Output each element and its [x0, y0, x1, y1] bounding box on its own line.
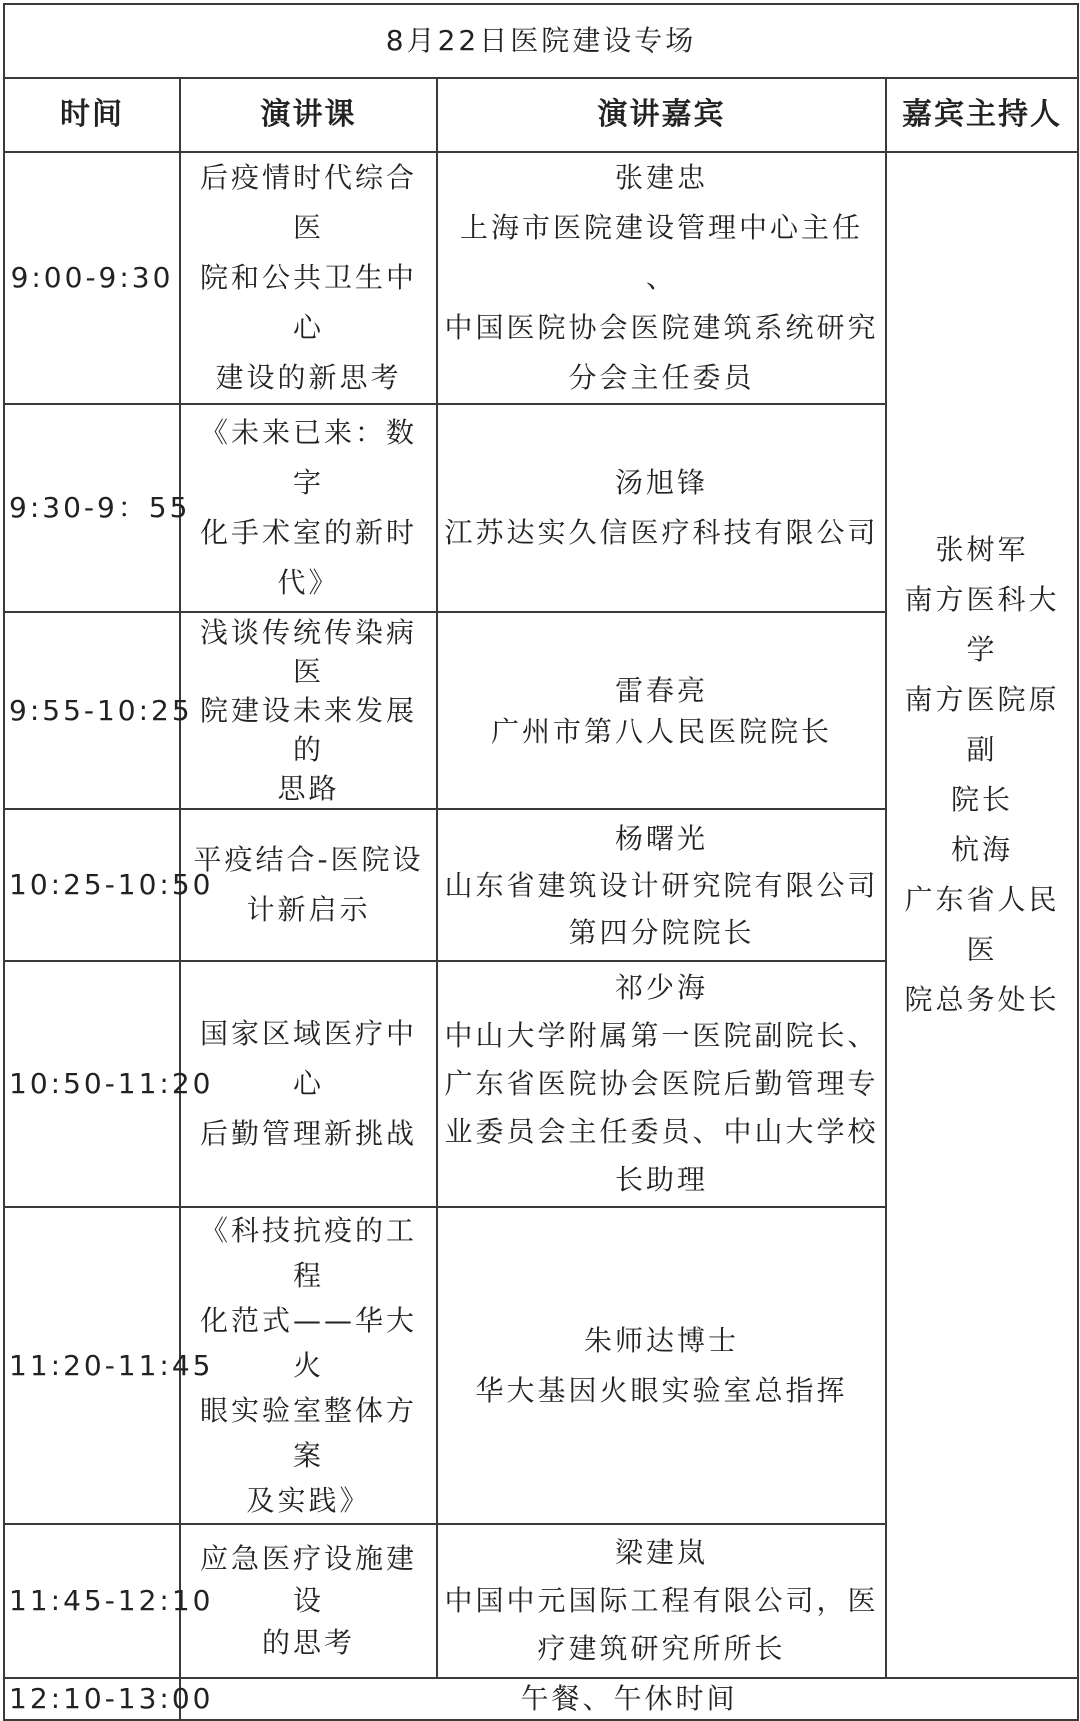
speaker-name: 张建忠 [614, 161, 708, 194]
host-title: 广东省人民医 [904, 883, 1060, 966]
talk-cell [180, 612, 437, 809]
time-cell: 10:50-11:20 [4, 961, 180, 1207]
talk-cell [180, 961, 437, 1207]
talk-cell [180, 809, 437, 961]
header-talk: 演讲课 [180, 78, 437, 152]
speaker-cell [437, 1207, 886, 1524]
header-speaker: 演讲嘉宾 [437, 78, 886, 152]
talk-line: 《未来已来：数字 [199, 416, 417, 499]
talk-line: 化手术室的新时 [199, 516, 417, 549]
speaker-title: 华大基因火眼实验室总指挥 [475, 1373, 848, 1407]
speaker-title: 业委员会主任委员、中山大学校 [444, 1115, 879, 1148]
time-cell: 9:30-9：55 [4, 404, 180, 612]
speaker-cell [437, 809, 886, 961]
talk-cell [180, 152, 437, 404]
talk-line: 后勤管理新挑战 [199, 1117, 417, 1150]
speaker-title: 分会主任委员 [568, 361, 755, 394]
time-cell: 9:00-9:30 [4, 152, 180, 404]
host-name: 张树军 [935, 533, 1029, 566]
speaker-title: 广州市第八人民医院院长 [490, 714, 832, 748]
time-cell: 11:45-12:10 [4, 1524, 180, 1678]
speaker-cell [437, 1524, 886, 1678]
speaker-title: 上海市医院建设管理中心主任 、 [459, 211, 863, 294]
time-cell: 9:55-10:25 [4, 612, 180, 809]
speaker-title: 山东省建筑设计研究院有限公司 [444, 868, 879, 902]
host-title: 南方医院原副 [904, 683, 1060, 766]
talk-line: 院建设未来发展的 [199, 694, 417, 766]
host-title: 南方医科大学 [904, 583, 1060, 666]
speaker-name: 杨曙光 [614, 821, 708, 855]
lunch-time: 12:10-13:00 [4, 1678, 180, 1720]
speaker-title: 广东省医院协会医院后勤管理专 [444, 1067, 879, 1100]
speaker-title: 中山大学附属第一医院副院长、 [444, 1019, 879, 1052]
talk-line: 平疫结合-医院设 [193, 843, 424, 876]
time-cell: 10:25-10:50 [4, 809, 180, 961]
speaker-cell [437, 152, 886, 404]
talk-line: 思路 [277, 772, 340, 805]
talk-line: 浅谈传统传染病医 [199, 616, 417, 688]
speaker-name: 朱师达博士 [583, 1323, 739, 1357]
table-title: 8月22日医院建设专场 [4, 4, 1078, 78]
speaker-title: 疗建筑研究所所长 [537, 1632, 786, 1665]
speaker-name: 汤旭锋 [614, 466, 708, 499]
speaker-cell [437, 404, 886, 612]
host-name: 杭海 [951, 833, 1014, 866]
talk-line: 应急医疗设施建设 [199, 1542, 417, 1617]
table-row [4, 152, 1078, 404]
talk-line: 院和公共卫生中心 [199, 261, 417, 344]
speaker-title: 中国中元国际工程有限公司，医 [444, 1584, 879, 1617]
header-time: 时间 [4, 78, 180, 152]
talk-line: 眼实验室整体方案 [199, 1394, 417, 1472]
talk-cell [180, 1207, 437, 1524]
talk-cell [180, 404, 437, 612]
talk-line: 国家区域医疗中心 [199, 1017, 417, 1100]
speaker-title: 长助理 [614, 1163, 708, 1196]
host-title: 院长 [951, 783, 1014, 816]
lunch-row [4, 1678, 1078, 1720]
speaker-cell [437, 612, 886, 809]
speaker-title: 中国医院协会医院建筑系统研究 [444, 311, 879, 344]
talk-line: 《科技抗疫的工程 [199, 1214, 417, 1292]
schedule-table [3, 3, 1079, 1721]
speaker-name: 祁少海 [614, 971, 708, 1004]
talk-cell [180, 1524, 437, 1678]
talk-line: 化范式——华大火 [199, 1304, 417, 1382]
speaker-title: 第四分院院长 [568, 915, 755, 949]
header-row [4, 78, 1078, 152]
host-title: 院总务处长 [904, 983, 1060, 1016]
speaker-name: 梁建岚 [614, 1536, 708, 1569]
header-host: 嘉宾主持人 [886, 78, 1078, 152]
lunch-label: 午餐、午休时间 [180, 1678, 1078, 1720]
talk-line: 代》 [277, 566, 340, 599]
talk-line: 计新启示 [246, 893, 371, 926]
talk-line: 建设的新思考 [215, 361, 402, 394]
speaker-name: 雷春亮 [614, 673, 708, 707]
talk-line: 的思考 [261, 1626, 355, 1659]
speaker-title: 江苏达实久信医疗科技有限公司 [444, 516, 879, 549]
speaker-cell [437, 961, 886, 1207]
talk-line: 及实践》 [246, 1484, 371, 1517]
talk-line: 后疫情时代综合医 [199, 161, 417, 244]
time-cell: 11:20-11:45 [4, 1207, 180, 1524]
host-cell [886, 152, 1078, 1678]
